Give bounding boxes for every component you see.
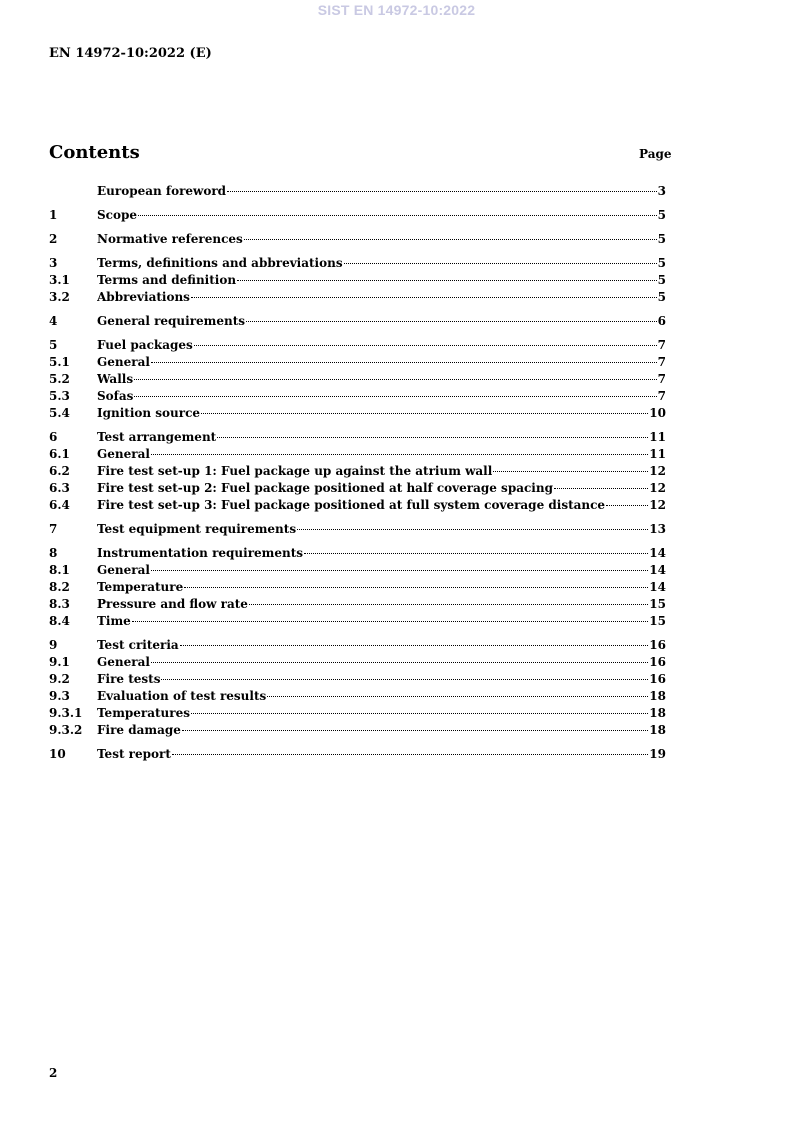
toc-entry-9-3[interactable] (49, 689, 666, 706)
toc-entry-foreword[interactable] (49, 184, 666, 201)
toc-entry-10[interactable] (49, 747, 666, 764)
toc-entry-number: 8.3 (49, 597, 70, 611)
toc-entry-8[interactable] (49, 546, 666, 563)
toc-entry-number: 9.2 (49, 672, 70, 686)
toc-entry-4[interactable] (49, 314, 666, 331)
toc-entry-title: General (97, 655, 150, 669)
toc-entry-title: Scope (97, 208, 138, 222)
toc-entry-title: Fire tests (97, 672, 161, 686)
toc-entry-page: 18 (649, 689, 666, 703)
toc-entry-page: 12 (649, 498, 666, 512)
toc-entry-page: 16 (649, 655, 666, 669)
toc-entry-8-2[interactable] (49, 580, 666, 597)
contents-heading: Contents (49, 142, 140, 163)
toc-entry-page: 13 (649, 522, 666, 536)
toc-entry-7[interactable] (49, 522, 666, 539)
dot-leader (138, 215, 657, 216)
toc-entry-page: 5 (657, 208, 666, 222)
toc-entry-9-3-2[interactable] (49, 723, 666, 740)
dot-leader (191, 297, 657, 298)
toc-entry-3-2[interactable] (49, 290, 666, 307)
dot-leader (249, 604, 648, 605)
toc-entry-page: 14 (649, 580, 666, 594)
toc-entry-page: 12 (649, 481, 666, 495)
dot-leader (172, 754, 648, 755)
toc-entry-title: Normative references (97, 232, 243, 246)
dot-leader (151, 662, 648, 663)
toc-entry-number: 3.1 (49, 273, 70, 287)
toc-entry-page: 5 (657, 256, 666, 270)
toc-entry-number: 8.2 (49, 580, 70, 594)
dot-leader (606, 505, 648, 506)
toc-entry-page: 15 (649, 597, 666, 611)
toc-entry-page: 16 (649, 672, 666, 686)
toc-entry-page: 5 (657, 273, 666, 287)
toc-entry-9-2[interactable] (49, 672, 666, 689)
toc-entry-page: 16 (649, 638, 666, 652)
toc-entry-6-1[interactable] (49, 447, 666, 464)
toc-entry-title: Terms, definitions and abbreviations (97, 256, 343, 270)
dot-leader (237, 280, 657, 281)
toc-entry-page: 18 (649, 723, 666, 737)
toc-entry-number: 9.3.2 (49, 723, 83, 737)
toc-entry-title: Fire damage (97, 723, 181, 737)
toc-entry-number: 5.2 (49, 372, 70, 386)
toc-entry-title: General (97, 563, 150, 577)
dot-leader (134, 379, 657, 380)
toc-entry-title: Instrumentation requirements (97, 546, 304, 560)
dot-leader (554, 488, 648, 489)
toc-entry-number: 6.2 (49, 464, 70, 478)
toc-entry-title: Time (97, 614, 131, 628)
toc-entry-9[interactable] (49, 638, 666, 655)
toc-entry-page: 3 (657, 184, 666, 198)
dot-leader (217, 437, 648, 438)
toc-entry-5-2[interactable] (49, 372, 666, 389)
toc-entry-title: European foreword (97, 184, 227, 198)
toc-entry-5[interactable] (49, 338, 666, 355)
page-column-label: Page (639, 147, 672, 161)
toc-entry-title: Sofas (97, 389, 134, 403)
dot-leader (151, 570, 648, 571)
toc-entry-number: 10 (49, 747, 66, 761)
toc-entry-number: 9.1 (49, 655, 70, 669)
toc-entry-title: Abbreviations (97, 290, 190, 304)
toc-entry-page: 15 (649, 614, 666, 628)
toc-entry-3-1[interactable] (49, 273, 666, 290)
toc-entry-8-4[interactable] (49, 614, 666, 631)
toc-entry-number: 8.4 (49, 614, 70, 628)
dot-leader (132, 621, 648, 622)
toc-entry-title: Fire test set-up 1: Fuel package up against the atrium wall (97, 464, 493, 478)
toc-entry-number: 3 (49, 256, 58, 270)
dot-leader (246, 321, 657, 322)
toc-entry-title: General (97, 355, 150, 369)
toc-entry-1[interactable] (49, 208, 666, 225)
toc-entry-5-4[interactable] (49, 406, 666, 423)
dot-leader (180, 645, 649, 646)
toc-entry-6[interactable] (49, 430, 666, 447)
dot-leader (184, 587, 648, 588)
toc-entry-page: 7 (657, 355, 666, 369)
toc-entry-number: 5.3 (49, 389, 70, 403)
dot-leader (161, 679, 648, 680)
dot-leader (267, 696, 648, 697)
toc-entry-page: 18 (649, 706, 666, 720)
toc-entry-page: 11 (649, 430, 666, 444)
toc-entry-title: Terms and definition (97, 273, 237, 287)
toc-entry-page: 7 (657, 338, 666, 352)
toc-entry-page: 14 (649, 546, 666, 560)
toc-entry-number: 7 (49, 522, 58, 536)
toc-entry-6-2[interactable] (49, 464, 666, 481)
toc-entry-number: 4 (49, 314, 58, 328)
toc-entry-page: 7 (657, 389, 666, 403)
toc-entry-8-1[interactable] (49, 563, 666, 580)
toc-entry-number: 8.1 (49, 563, 70, 577)
dot-leader (134, 396, 656, 397)
toc-entry-number: 9.3.1 (49, 706, 83, 720)
toc-entry-5-3[interactable] (49, 389, 666, 406)
dot-leader (191, 713, 648, 714)
toc-entry-page: 19 (649, 747, 666, 761)
toc-entry-number: 5 (49, 338, 58, 352)
toc-entry-9-1[interactable] (49, 655, 666, 672)
toc-entry-title: Ignition source (97, 406, 201, 420)
toc-entry-title: Temperature (97, 580, 184, 594)
toc-entry-page: 5 (657, 290, 666, 304)
toc-entry-number: 6.4 (49, 498, 70, 512)
toc-entry-title: Walls (97, 372, 134, 386)
toc-entry-6-3[interactable] (49, 481, 666, 498)
toc-entry-page: 7 (657, 372, 666, 386)
toc-entry-number: 9 (49, 638, 58, 652)
toc-entry-6-4[interactable] (49, 498, 666, 515)
toc-entry-number: 9.3 (49, 689, 70, 703)
toc-entry-number: 8 (49, 546, 58, 560)
dot-leader (227, 191, 657, 192)
toc-entry-number: 5.1 (49, 355, 70, 369)
toc-entry-9-3-1[interactable] (49, 706, 666, 723)
toc-entry-number: 1 (49, 208, 58, 222)
toc-entry-number: 6 (49, 430, 58, 444)
dot-leader (244, 239, 657, 240)
toc-entry-number: 5.4 (49, 406, 70, 420)
toc-entry-page: 11 (649, 447, 666, 461)
toc-entry-number: 3.2 (49, 290, 70, 304)
dot-leader (151, 362, 657, 363)
table-of-contents (49, 184, 666, 764)
toc-entry-title: Evaluation of test results (97, 689, 267, 703)
toc-entry-number: 6.1 (49, 447, 70, 461)
toc-entry-page: 6 (657, 314, 666, 328)
toc-entry-8-3[interactable] (49, 597, 666, 614)
toc-entry-page: 5 (657, 232, 666, 246)
toc-entry-number: 2 (49, 232, 58, 246)
dot-leader (201, 413, 648, 414)
toc-entry-title: Test arrangement (97, 430, 217, 444)
toc-entry-5-1[interactable] (49, 355, 666, 372)
dot-leader (151, 454, 648, 455)
toc-entry-title: Test criteria (97, 638, 179, 652)
dot-leader (194, 345, 657, 346)
toc-entry-page: 12 (649, 464, 666, 478)
toc-entry-3[interactable] (49, 256, 666, 273)
watermark: SIST EN 14972-10:2022 (317, 2, 476, 18)
dot-leader (297, 529, 648, 530)
toc-entry-title: Pressure and flow rate (97, 597, 248, 611)
dot-leader (304, 553, 648, 554)
toc-entry-title: Fire test set-up 3: Fuel package positioned at full system coverage distance (97, 498, 606, 512)
document-id-header: EN 14972-10:2022 (E) (49, 46, 212, 61)
toc-entry-number: 6.3 (49, 481, 70, 495)
toc-entry-title: Fuel packages (97, 338, 193, 352)
toc-entry-2[interactable] (49, 232, 666, 249)
toc-entry-title: Fire test set-up 2: Fuel package positioned at half coverage spacing (97, 481, 553, 495)
dot-leader (493, 471, 648, 472)
toc-entry-title: Temperatures (97, 706, 190, 720)
toc-entry-page: 10 (649, 406, 666, 420)
toc-entry-title: General requirements (97, 314, 246, 328)
dot-leader (344, 263, 657, 264)
toc-entry-title: General (97, 447, 150, 461)
dot-leader (182, 730, 648, 731)
footer-page-number: 2 (49, 1066, 58, 1080)
toc-entry-title: Test equipment requirements (97, 522, 297, 536)
toc-entry-page: 14 (649, 563, 666, 577)
toc-entry-title: Test report (97, 747, 171, 761)
